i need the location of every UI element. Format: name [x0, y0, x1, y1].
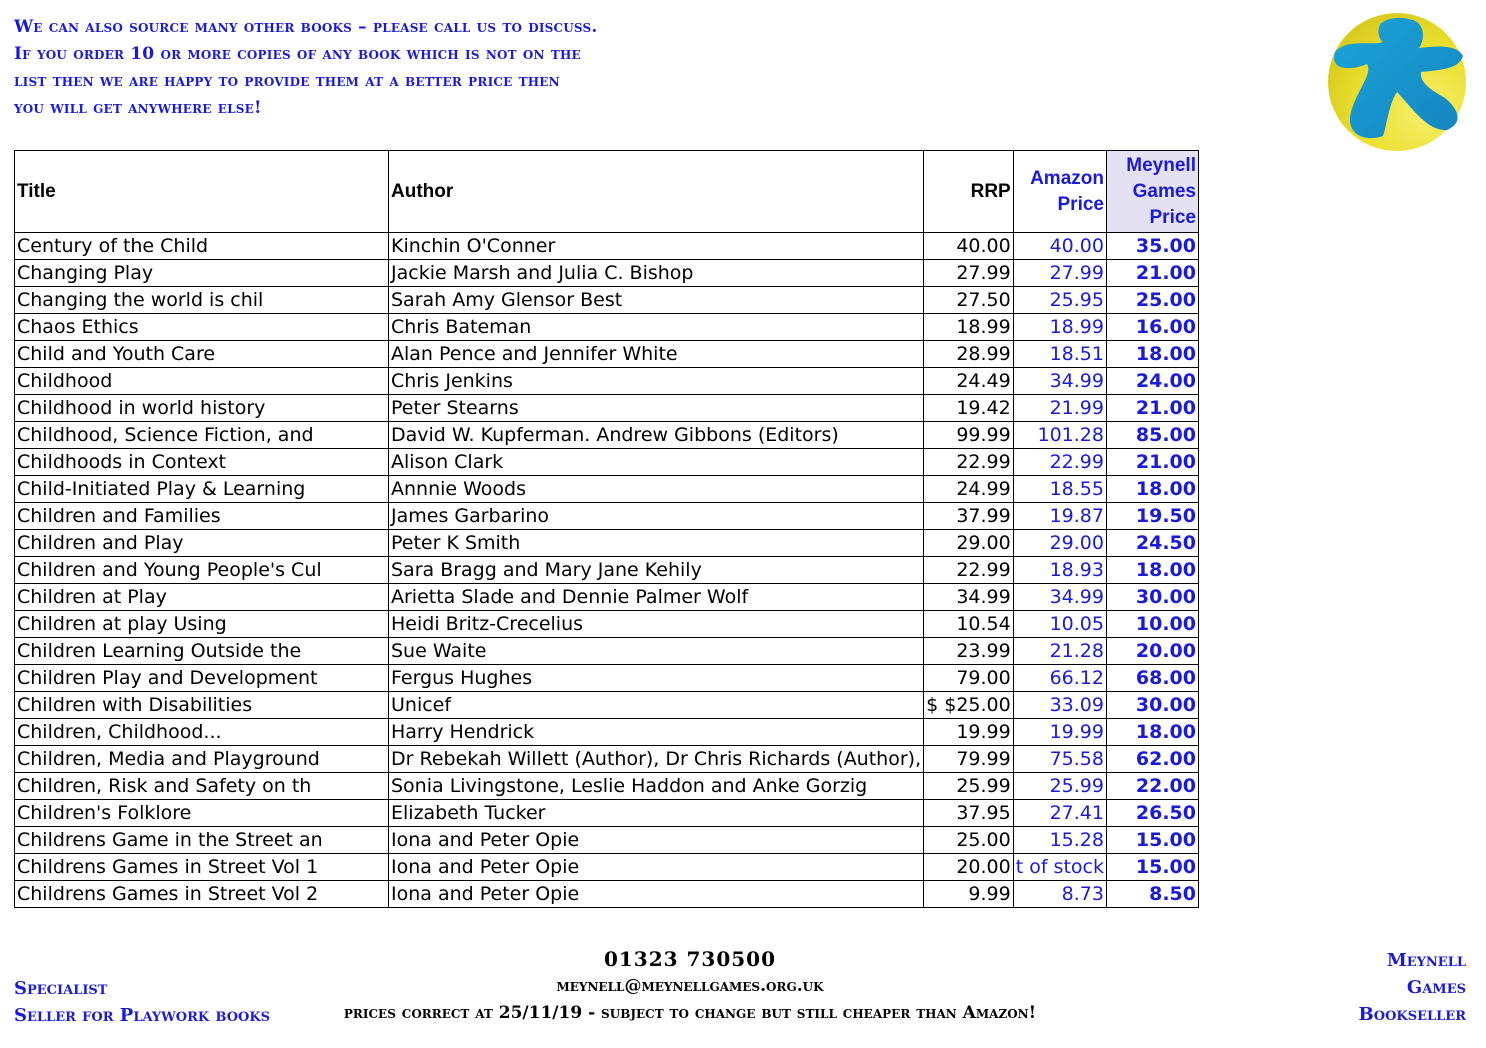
amazon-header-line: Price	[1057, 193, 1104, 215]
table-row	[15, 368, 1199, 395]
col-header-title: Title	[15, 151, 389, 233]
cell-rrp: 24.99	[924, 476, 1014, 503]
footer-left	[14, 975, 270, 1029]
cell-amazon-price: 18.51	[1013, 341, 1106, 368]
cell-rrp: 9.99	[924, 881, 1014, 908]
cell-rrp: 79.00	[924, 665, 1014, 692]
cell-amazon-price: 75.58	[1013, 746, 1106, 773]
cell-title: Children Play and Development	[15, 665, 389, 692]
email-address: meynell@meynellgames.org.uk	[556, 976, 824, 996]
table-row	[15, 314, 1199, 341]
cell-meynell-price: 21.00	[1106, 449, 1198, 476]
cell-title: Childrens Game in the Street an	[15, 827, 389, 854]
meynell-logo-icon	[1327, 12, 1467, 152]
cell-title: Children's Folklore	[15, 800, 389, 827]
cell-title: Childrens Games in Street Vol 2	[15, 881, 389, 908]
cell-meynell-price: 18.00	[1106, 476, 1198, 503]
cell-title: Children at Play	[15, 584, 389, 611]
table-row	[15, 449, 1199, 476]
cell-rrp: 27.50	[924, 287, 1014, 314]
cell-title: Children and Young People's Cul	[15, 557, 389, 584]
footer-left-line: Seller for Playwork books	[14, 1005, 271, 1026]
cell-author: Fergus Hughes	[389, 665, 924, 692]
cell-title: Child and Youth Care	[15, 341, 389, 368]
cell-author: David W. Kupferman. Andrew Gibbons (Editors)	[389, 422, 924, 449]
cell-amazon-price: 18.93	[1013, 557, 1106, 584]
cell-author: Annnie Woods	[389, 476, 924, 503]
cell-meynell-price: 18.00	[1106, 557, 1198, 584]
cell-meynell-price: 18.00	[1106, 341, 1198, 368]
cell-meynell-price: 22.00	[1106, 773, 1198, 800]
cell-title: Childhoods in Context	[15, 449, 389, 476]
cell-title: Childhood in world history	[15, 395, 389, 422]
cell-meynell-price: 8.50	[1106, 881, 1198, 908]
cell-meynell-price: 21.00	[1106, 395, 1198, 422]
col-header-rrp: RRP	[924, 151, 1014, 233]
cell-amazon-price: 27.41	[1013, 800, 1106, 827]
cell-meynell-price: 15.00	[1106, 854, 1198, 881]
cell-rrp: 25.99	[924, 773, 1014, 800]
cell-author: Unicef	[389, 692, 924, 719]
cell-rrp: 40.00	[924, 233, 1014, 260]
table-row	[15, 719, 1199, 746]
cell-title: Children, Childhood...	[15, 719, 389, 746]
cell-meynell-price: 62.00	[1106, 746, 1198, 773]
cell-title: Childhood, Science Fiction, and	[15, 422, 389, 449]
cell-title: Children, Media and Playground	[15, 746, 389, 773]
cell-author: Dr Rebekah Willett (Author), Dr Chris Richards (Author),	[389, 746, 924, 773]
cell-amazon-price: t of stock	[1013, 854, 1106, 881]
cell-meynell-price: 68.00	[1106, 665, 1198, 692]
cell-meynell-price: 21.00	[1106, 260, 1198, 287]
table-row	[15, 800, 1199, 827]
cell-rrp: 25.00	[924, 827, 1014, 854]
table-row	[15, 827, 1199, 854]
cell-amazon-price: 21.28	[1013, 638, 1106, 665]
cell-author: Alison Clark	[389, 449, 924, 476]
cell-meynell-price: 24.50	[1106, 530, 1198, 557]
cell-rrp: 37.99	[924, 503, 1014, 530]
cell-rrp: 23.99	[924, 638, 1014, 665]
cell-amazon-price: 18.99	[1013, 314, 1106, 341]
cell-rrp: 34.99	[924, 584, 1014, 611]
table-row	[15, 665, 1199, 692]
cell-author: Jackie Marsh and Julia C. Bishop	[389, 260, 924, 287]
cell-rrp: $ $25.00	[924, 692, 1014, 719]
cell-author: Heidi Britz-Crecelius	[389, 611, 924, 638]
cell-title: Chaos Ethics	[15, 314, 389, 341]
footer-right-line: Games	[1406, 977, 1466, 998]
table-row	[15, 476, 1199, 503]
table-row	[15, 503, 1199, 530]
cell-author: Sonia Livingstone, Leslie Haddon and Anke Gorzig	[389, 773, 924, 800]
cell-rrp: 99.99	[924, 422, 1014, 449]
cell-author: Chris Jenkins	[389, 368, 924, 395]
phone-number: 01323 730500	[603, 947, 777, 971]
cell-author: Chris Bateman	[389, 314, 924, 341]
table-row	[15, 638, 1199, 665]
intro-line: you will get anywhere else!	[14, 98, 262, 118]
cell-amazon-price: 25.99	[1013, 773, 1106, 800]
table-row	[15, 692, 1199, 719]
cell-meynell-price: 20.00	[1106, 638, 1198, 665]
footer-right-line: Meynell	[1386, 950, 1466, 971]
cell-meynell-price: 24.00	[1106, 368, 1198, 395]
cell-amazon-price: 34.99	[1013, 368, 1106, 395]
cell-amazon-price: 19.99	[1013, 719, 1106, 746]
cell-amazon-price: 21.99	[1013, 395, 1106, 422]
table-row	[15, 557, 1199, 584]
cell-meynell-price: 30.00	[1106, 584, 1198, 611]
cell-title: Century of the Child	[15, 233, 389, 260]
cell-amazon-price: 10.05	[1013, 611, 1106, 638]
cell-meynell-price: 15.00	[1106, 827, 1198, 854]
book-price-table	[14, 150, 1199, 908]
cell-title: Changing the world is chil	[15, 287, 389, 314]
cell-author: Alan Pence and Jennifer White	[389, 341, 924, 368]
cell-amazon-price: 19.87	[1013, 503, 1106, 530]
cell-amazon-price: 27.99	[1013, 260, 1106, 287]
cell-title: Childrens Games in Street Vol 1	[15, 854, 389, 881]
col-header-author: Author	[389, 151, 924, 233]
cell-author: Peter K Smith	[389, 530, 924, 557]
cell-author: Iona and Peter Opie	[389, 881, 924, 908]
cell-meynell-price: 19.50	[1106, 503, 1198, 530]
intro-line: If you order 10 or more copies of any book which is not on the	[14, 44, 581, 64]
cell-amazon-price: 8.73	[1013, 881, 1106, 908]
table-row	[15, 773, 1199, 800]
table-row	[15, 260, 1199, 287]
cell-amazon-price: 33.09	[1013, 692, 1106, 719]
cell-title: Childhood	[15, 368, 389, 395]
cell-author: Harry Hendrick	[389, 719, 924, 746]
cell-title: Changing Play	[15, 260, 389, 287]
cell-author: Elizabeth Tucker	[389, 800, 924, 827]
cell-meynell-price: 35.00	[1106, 233, 1198, 260]
cell-rrp: 22.99	[924, 557, 1014, 584]
col-header-meynell-price	[1106, 151, 1198, 233]
cell-amazon-price: 66.12	[1013, 665, 1106, 692]
cell-rrp: 29.00	[924, 530, 1014, 557]
cell-meynell-price: 85.00	[1106, 422, 1198, 449]
cell-title: Children and Play	[15, 530, 389, 557]
cell-title: Children, Risk and Safety on th	[15, 773, 389, 800]
intro-line: list then we are happy to provide them at a better price then	[14, 71, 560, 91]
meynell-header-line: Meynell	[1126, 154, 1196, 176]
table-body	[15, 233, 1199, 908]
cell-meynell-price: 30.00	[1106, 692, 1198, 719]
cell-amazon-price: 34.99	[1013, 584, 1106, 611]
cell-rrp: 24.49	[924, 368, 1014, 395]
footer-contact	[300, 946, 1080, 1027]
amazon-header-line: Amazon	[1030, 167, 1104, 189]
cell-meynell-price: 26.50	[1106, 800, 1198, 827]
cell-rrp: 18.99	[924, 314, 1014, 341]
cell-title: Children and Families	[15, 503, 389, 530]
cell-meynell-price: 18.00	[1106, 719, 1198, 746]
table-row	[15, 395, 1199, 422]
cell-author: James Garbarino	[389, 503, 924, 530]
table-row	[15, 611, 1199, 638]
cell-amazon-price: 22.99	[1013, 449, 1106, 476]
table-header-row	[15, 151, 1199, 233]
footer-right	[1359, 947, 1466, 1028]
table-row	[15, 422, 1199, 449]
cell-title: Children Learning Outside the	[15, 638, 389, 665]
cell-amazon-price: 25.95	[1013, 287, 1106, 314]
intro-text	[14, 14, 614, 122]
cell-amazon-price: 18.55	[1013, 476, 1106, 503]
table-row	[15, 746, 1199, 773]
cell-author: Iona and Peter Opie	[389, 854, 924, 881]
cell-author: Sue Waite	[389, 638, 924, 665]
cell-rrp: 19.99	[924, 719, 1014, 746]
cell-meynell-price: 10.00	[1106, 611, 1198, 638]
cell-rrp: 28.99	[924, 341, 1014, 368]
cell-author: Sarah Amy Glensor Best	[389, 287, 924, 314]
cell-rrp: 22.99	[924, 449, 1014, 476]
cell-rrp: 20.00	[924, 854, 1014, 881]
cell-amazon-price: 15.28	[1013, 827, 1106, 854]
cell-meynell-price: 16.00	[1106, 314, 1198, 341]
cell-author: Peter Stearns	[389, 395, 924, 422]
table-row	[15, 530, 1199, 557]
cell-amazon-price: 29.00	[1013, 530, 1106, 557]
cell-rrp: 27.99	[924, 260, 1014, 287]
cell-title: Children with Disabilities	[15, 692, 389, 719]
price-note: prices correct at 25/11/19 - subject to change but still cheaper than Amazon!	[343, 1003, 1037, 1023]
table-row	[15, 584, 1199, 611]
footer-right-line: Bookseller	[1358, 1004, 1466, 1025]
cell-rrp: 79.99	[924, 746, 1014, 773]
table-row	[15, 233, 1199, 260]
cell-author: Kinchin O'Conner	[389, 233, 924, 260]
cell-rrp: 10.54	[924, 611, 1014, 638]
cell-amazon-price: 40.00	[1013, 233, 1106, 260]
cell-rrp: 37.95	[924, 800, 1014, 827]
cell-author: Iona and Peter Opie	[389, 827, 924, 854]
cell-author: Sara Bragg and Mary Jane Kehily	[389, 557, 924, 584]
cell-meynell-price: 25.00	[1106, 287, 1198, 314]
cell-title: Children at play Using	[15, 611, 389, 638]
meynell-header-line: Price	[1149, 206, 1196, 228]
table-row	[15, 854, 1199, 881]
table-row	[15, 287, 1199, 314]
cell-rrp: 19.42	[924, 395, 1014, 422]
table-row	[15, 341, 1199, 368]
cell-author: Arietta Slade and Dennie Palmer Wolf	[389, 584, 924, 611]
col-header-amazon-price	[1013, 151, 1106, 233]
footer-left-line: Specialist	[14, 978, 108, 999]
table-row	[15, 881, 1199, 908]
meynell-header-line: Games	[1132, 180, 1196, 202]
intro-line: We can also source many other books – please call us to discuss.	[14, 17, 598, 37]
cell-title: Child-Initiated Play & Learning	[15, 476, 389, 503]
cell-amazon-price: 101.28	[1013, 422, 1106, 449]
